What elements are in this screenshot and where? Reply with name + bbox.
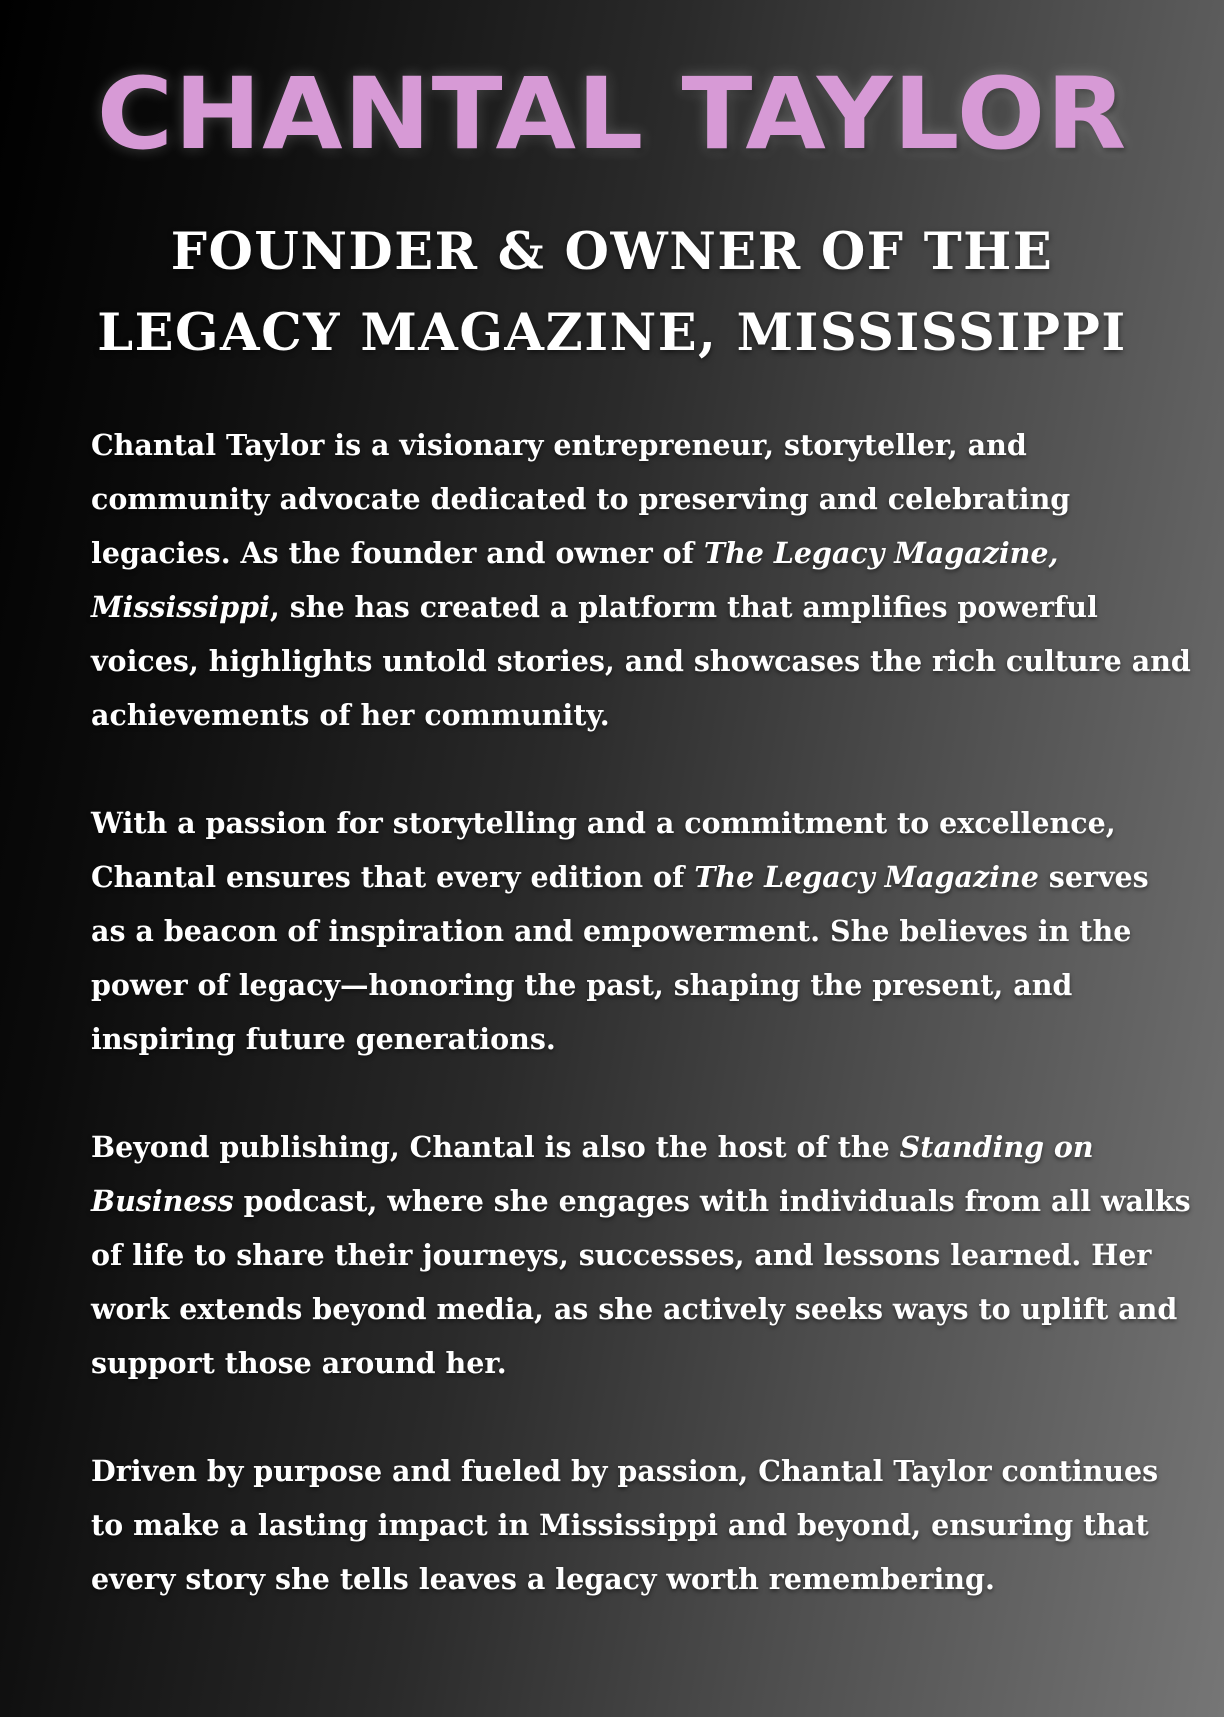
italic-title: The Legacy Magazine bbox=[694, 860, 1039, 894]
paragraph-line bbox=[91, 1174, 1191, 1228]
text-run: every story she tells leaves a legacy worth remembering. bbox=[91, 1562, 995, 1596]
text-run: to make a lasting impact in Mississippi and beyond, ensuring that bbox=[91, 1508, 1149, 1542]
subtitle bbox=[60, 212, 1164, 374]
paragraph-line bbox=[91, 796, 1161, 850]
bio-paragraph bbox=[91, 796, 1161, 1066]
text-run: , she has created a platform that amplifies powerful bbox=[269, 590, 1098, 624]
italic-title: The Legacy Magazine, bbox=[703, 536, 1059, 570]
page-title: CHANTAL TAYLOR bbox=[96, 56, 1128, 172]
paragraph-line bbox=[91, 418, 1161, 472]
bio-paragraph bbox=[91, 418, 1191, 742]
text-run: With a passion for storytelling and a commitment to excellence, bbox=[91, 806, 1116, 840]
italic-title: Standing on bbox=[899, 1130, 1094, 1164]
paragraph-line bbox=[91, 1498, 1161, 1552]
paragraph-line bbox=[91, 526, 1161, 580]
paragraph-line bbox=[91, 472, 1161, 526]
text-run: achievements of her community. bbox=[91, 698, 610, 732]
text-run: Beyond publishing, Chantal is also the host of the bbox=[91, 1130, 900, 1164]
paragraph-line bbox=[91, 958, 1161, 1012]
text-run: serves bbox=[1038, 860, 1149, 894]
text-run: podcast, where she engages with individuals from all walks bbox=[233, 1184, 1191, 1218]
paragraph-line bbox=[91, 1552, 1161, 1606]
text-run: Chantal ensures that every edition of bbox=[91, 860, 695, 894]
paragraph-line bbox=[91, 688, 1161, 742]
text-run: support those around her. bbox=[91, 1346, 507, 1380]
subtitle-line: LEGACY MAGAZINE, MISSISSIPPI bbox=[97, 303, 1127, 363]
bio-paragraph bbox=[91, 1120, 1191, 1390]
text-run: as a beacon of inspiration and empowerment. She believes in the bbox=[91, 914, 1132, 948]
text-run: Chantal Taylor is a visionary entrepreneur, storyteller, and bbox=[91, 428, 1027, 462]
italic-title: Business bbox=[91, 1184, 234, 1218]
subtitle-line: FOUNDER & OWNER OF THE bbox=[170, 222, 1054, 282]
text-run: voices, highlights untold stories, and showcases the rich culture and bbox=[91, 644, 1191, 678]
text-run: legacies. As the founder and owner of bbox=[91, 536, 704, 570]
paragraph-line bbox=[91, 580, 1161, 634]
text-run: Driven by purpose and fueled by passion, Chantal Taylor continues bbox=[91, 1454, 1159, 1488]
paragraph-line bbox=[91, 1444, 1161, 1498]
bio-body bbox=[91, 418, 1191, 1660]
text-run: of life to share their journeys, successes, and lessons learned. Her bbox=[91, 1238, 1152, 1272]
text-run: work extends beyond media, as she actively seeks ways to uplift and bbox=[91, 1292, 1178, 1326]
paragraph-line bbox=[91, 904, 1161, 958]
text-run: inspiring future generations. bbox=[91, 1022, 556, 1056]
paragraph-line bbox=[91, 634, 1191, 688]
paragraph-line bbox=[91, 1336, 1161, 1390]
bio-paragraph bbox=[91, 1444, 1161, 1606]
text-run: power of legacy—honoring the past, shaping the present, and bbox=[91, 968, 1073, 1002]
text-run: community advocate dedicated to preserving and celebrating bbox=[91, 482, 1071, 516]
paragraph-line bbox=[91, 1282, 1178, 1336]
paragraph-line bbox=[91, 850, 1161, 904]
paragraph-line bbox=[91, 1228, 1161, 1282]
paragraph-line bbox=[91, 1120, 1161, 1174]
paragraph-line bbox=[91, 1012, 1161, 1066]
italic-title: Mississippi bbox=[91, 590, 270, 624]
